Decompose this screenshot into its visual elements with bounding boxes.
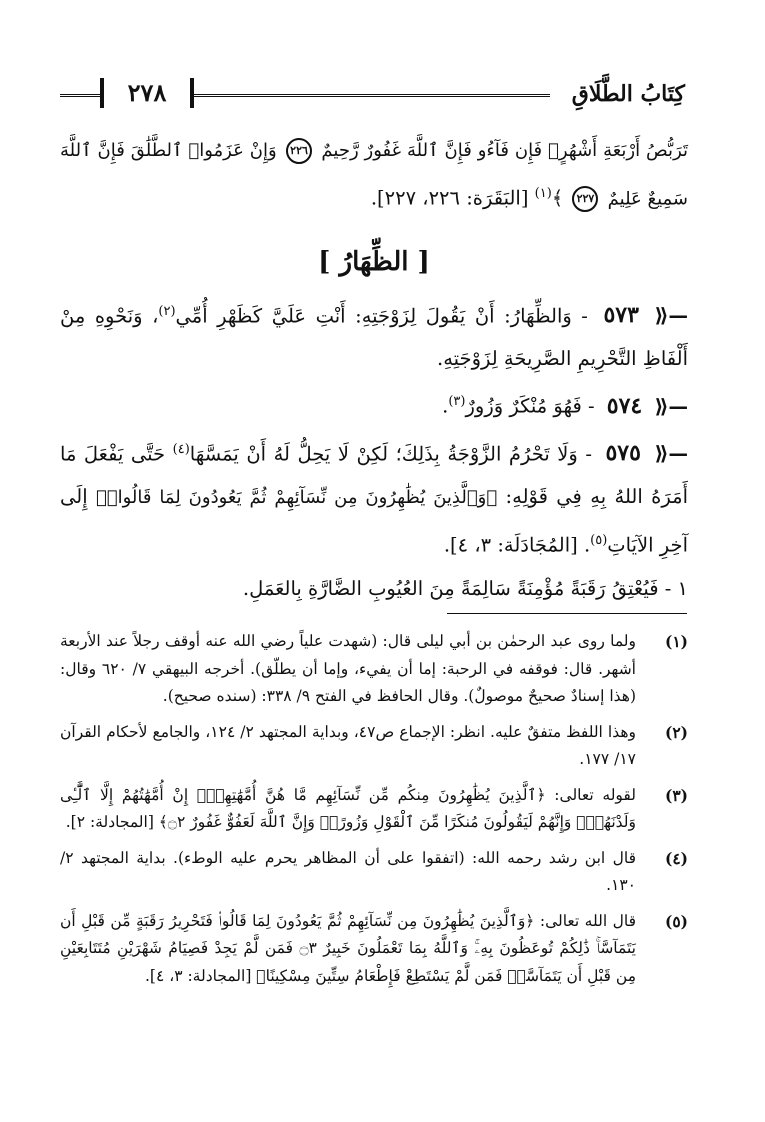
issue-text: . <box>442 394 449 418</box>
footnote <box>60 628 688 711</box>
quran-verse: تَرَبُّصُ أَرْبَعَةِ أَشْهُرٍۖ فَإِن فَآءُو فَإِنَّ ٱللَّهَ غَفُورٌ رَّحِيمٌ <box>321 140 689 161</box>
footnote-ref: (٣) <box>448 394 466 409</box>
quran-verse: وَإِنْ عَزَمُوا۟ ٱلطَّلَٰقَ فَإِنَّ ٱللَّهَ سَمِيعٌ عَلِيمٌ <box>60 140 688 210</box>
footnote-ref: (٢) <box>158 303 176 319</box>
issue-text: - وَالظِّهَارُ: أَنْ يَقُولَ لِزَوْجَتِهِ: أَنْتِ عَلَيَّ كَظَهْرِ أُمِّي <box>175 304 588 327</box>
issue-paragraph <box>60 290 688 381</box>
footnote <box>60 782 688 837</box>
ayah-number-marker: ٢٢٦ <box>286 138 312 164</box>
citation: [البَقَرَة: ٢٢٦، ٢٢٧]. <box>370 186 529 210</box>
book-title: كِتَابُ الطَّلَاقِ <box>571 81 685 107</box>
issue-marker-icon: —⟪ <box>654 304 689 327</box>
issue-marker-icon: —⟪ <box>654 442 689 465</box>
footnote-number: (٢) <box>664 722 688 742</box>
quran-verse: ﴿وَٱلَّذِينَ يُظَٰهِرُونَ مِن نِّسَآئِهِمْ ثُمَّ يَعُودُونَ لِمَا قَالُوا۟﴾ <box>96 487 498 508</box>
quran-close-bracket: ﴾ <box>551 186 564 210</box>
issue-paragraph <box>60 428 688 567</box>
ayah-number-marker: ٢٢٧ <box>572 186 598 212</box>
footnote-number: (٥) <box>664 911 688 931</box>
footnote <box>60 719 688 774</box>
issue-text: إِلَى آخِرِ الآيَاتِ <box>60 485 688 557</box>
point-1: ١ - فَيُعْتِقُ رَقَبَةً مُؤْمِنَةً سَالِمَةً مِنَ العُيُوبِ الضَّارَّةِ بِالعَمَلِ. <box>242 576 688 600</box>
citation: . [المُجَادَلَة: ٣، ٤]. <box>443 533 591 557</box>
issue-number: ٥٧٤ <box>606 392 643 419</box>
issue-number: ٥٧٣ <box>603 302 639 328</box>
page-number: ٢٧٨ <box>100 78 194 108</box>
main-text <box>60 128 688 610</box>
footnote-text: قال الله تعالى: ﴿وَٱلَّذِينَ يُظَٰهِرُونَ مِن نِّسَآئِهِمْ ثُمَّ يَعُودُونَ لِمَا قَالُوا۟ فَتَحْرِيرُ رَقَبَةٍ مِّن قَبْلِ أَن يَتَمَآسَّاۚ ذَٰلِكُمْ تُوعَظُونَ بِهِۦۚ وَٱللَّهُ بِمَا تَعْمَلُونَ خَبِيرٌ ۝٣ فَمَن لَّمْ يَجِدْ فَصِيَامُ شَهْرَيْنِ مُتَتَابِعَيْنِ مِن قَبْلِ أَن يَتَمَآسَّاۖ فَمَن لَّمْ يَسْتَطِعْ فَإِطْعَامُ سِتِّينَ مِسْكِينًا﴾ [المجادلة: ٣، ٤]. <box>60 911 636 985</box>
footnote-number: (٤) <box>664 848 688 868</box>
issue-text: ، وَنَحْوِهِ مِنْ أَلْفَاظِ التَّحْرِيمِ الصَّرِيحَةِ لِزَوْجَتِهِ. <box>60 304 688 370</box>
issue-text: حَتَّى يَفْعَلَ مَا أَمَرَهُ اللهُ بِهِ فِي قَوْلِهِ: <box>60 442 688 508</box>
footnote <box>60 845 688 900</box>
page-header <box>60 78 685 114</box>
issue-text: - فَهُوَ مُنْكَرٌ وَزُورٌ <box>465 394 595 418</box>
footnote-text: قال ابن رشد رحمه الله: (اتفقوا على أن المظاهر يحرم عليه الوطء). بداية المجتهد ٢/ ١٣٠. <box>60 848 636 894</box>
footnote-divider <box>447 613 687 614</box>
footnotes <box>60 628 688 998</box>
footnote-text: ولما روى عبد الرحمٰن بن أبي ليلى قال: (شهدت علياً رضي الله عنه أوقف رجلاً عند الأربعة أشهر. قال: فوقفه في الرحبة: إما أن يفيء، وإما أن يطلّق). أخرجه البيهقي ٧/ ٦٢٠ وقال: (هذا إسنادٌ صحيحٌ موصولٌ). وقال الحافظ في الفتح ٩/ ٣٣٨: (سنده صحيح). <box>60 632 636 705</box>
footnote-ref: (٤) <box>172 441 190 457</box>
issue-marker-icon: —⟪ <box>654 394 688 418</box>
footnote-text: لقوله تعالى: ﴿ٱلَّذِينَ يُظَٰهِرُونَ مِنكُم مِّن نِّسَآئِهِم مَّا هُنَّ أُمَّهَٰتِهِمْۖ إِنْ أُمَّهَٰتُهُمْ إِلَّا ٱلَّٰٓـِٔى وَلَدْنَهُمْۚ وَإِنَّهُمْ لَيَقُولُونَ مُنكَرًا مِّنَ ٱلْقَوْلِ وَزُورًاۚ وَإِنَّ ٱللَّهَ لَعَفُوٌّ غَفُورٌ ۝٢﴾ [المجادلة: ٢]. <box>60 785 636 831</box>
footnote-number: (٣) <box>664 785 688 805</box>
footnote-text: وهذا اللفظ متفقٌ عليه. انظر: الإجماع ص٤٧، وبداية المجتهد ٢/ ١٢٤، والجامع لأحكام القرآن ١٧/ ١٧٧. <box>60 722 636 768</box>
intro-paragraph <box>60 128 688 221</box>
footnote-ref: (١) <box>534 186 552 201</box>
issue-text: - وَلَا تَحْرُمُ الزَّوْجَةُ بِذَلِكَ؛ لَكِنْ لَا يَحِلُّ لَهُ أَنْ يَمَسَّهَا <box>189 442 592 465</box>
issue-number: ٥٧٥ <box>605 440 641 466</box>
footnote-number: (١) <box>664 632 688 651</box>
section-title: [ الظِّهَارُ ] <box>318 246 430 277</box>
issue-paragraph <box>60 380 688 428</box>
footnote-ref: (٥) <box>590 533 608 548</box>
footnote <box>60 908 688 991</box>
